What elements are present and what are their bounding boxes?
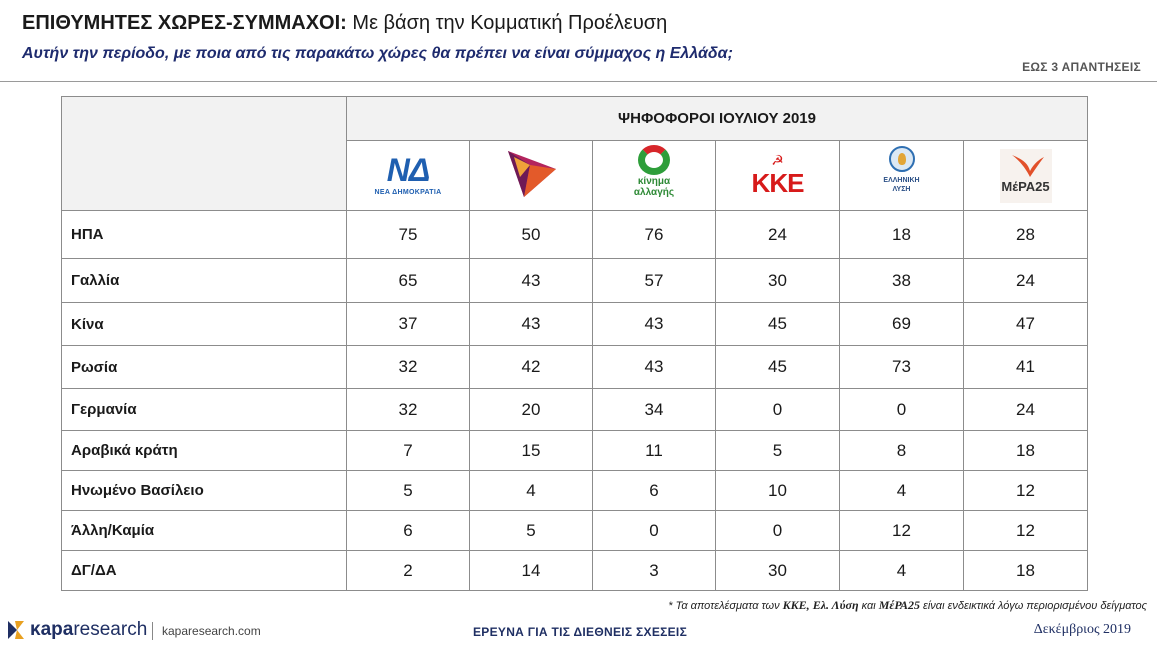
country-label: ΔΓ/ΔΑ (62, 551, 347, 591)
mera25-logo (1000, 149, 1052, 203)
nd-logo (362, 151, 454, 201)
value-cell: 5 (470, 511, 593, 551)
value-cell: 76 (593, 211, 716, 259)
value-cell: 43 (593, 303, 716, 346)
footnote-mera25: ΜέΡΑ25 (878, 598, 920, 612)
syriza-logo-shape (500, 147, 562, 199)
value-cell: 43 (593, 346, 716, 389)
value-cell: 24 (964, 389, 1088, 431)
kke-logo-text: ΚΚΕ (751, 167, 804, 198)
country-label: Κίνα (62, 303, 347, 346)
value-cell: 18 (964, 551, 1088, 591)
table-corner-cell (62, 97, 347, 211)
value-cell: 32 (347, 389, 470, 431)
value-cell: 4 (470, 471, 593, 511)
value-cell: 38 (840, 259, 964, 303)
brand-name-rest: research (73, 619, 148, 640)
slide-title-rest: Με βάση την Κομματική Προέλευση (352, 12, 668, 34)
kinal-logo (621, 145, 687, 201)
party-column-kinal (593, 141, 716, 211)
value-cell: 73 (840, 346, 964, 389)
value-cell: 50 (470, 211, 593, 259)
hammer-sickle-icon: ☭ (771, 151, 784, 168)
elliniki-lysi-logo-text: ΕΛΛΗΝΙΚΗ ΛΥΣΗ (883, 177, 920, 193)
party-column-syriza (470, 141, 593, 211)
slide-header (0, 0, 1157, 82)
country-label: Γαλλία (62, 259, 347, 303)
table-row (62, 211, 1088, 259)
value-cell: 3 (593, 551, 716, 591)
syriza-logo (500, 147, 562, 199)
survey-title: ΕΡΕΥΝΑ ΓΙΑ ΤΙΣ ΔΙΕΘΝΕΙΣ ΣΧΕΣΕΙΣ (473, 625, 688, 639)
value-cell: 4 (840, 471, 964, 511)
footnote-prefix: * Τα αποτελέσματα των (668, 600, 780, 612)
country-label: ΗΠΑ (62, 211, 347, 259)
value-cell: 45 (716, 303, 840, 346)
value-cell: 8 (840, 431, 964, 471)
nd-logo-mark: ΝΔ (386, 151, 430, 188)
value-cell: 11 (593, 431, 716, 471)
kke-logo (749, 152, 807, 200)
country-label: Άλλη/Καμία (62, 511, 347, 551)
value-cell: 0 (716, 389, 840, 431)
value-cell: 75 (347, 211, 470, 259)
elliniki-lysi-logo (875, 146, 929, 200)
country-label: Ηνωμένο Βασίλειο (62, 471, 347, 511)
slide-footer (0, 610, 1157, 651)
slide-title (22, 12, 667, 35)
answers-note: ΕΩΣ 3 ΑΠΑΝΤΗΣΕΙΣ (1022, 60, 1141, 74)
value-cell: 0 (716, 511, 840, 551)
value-cell: 43 (470, 259, 593, 303)
value-cell: 14 (470, 551, 593, 591)
survey-date: Δεκέμβριος 2019 (1033, 622, 1131, 637)
brand-url: kaparesearch.com (162, 624, 261, 638)
value-cell: 30 (716, 259, 840, 303)
brand-name-strong: κapa (30, 619, 74, 640)
value-cell: 0 (840, 389, 964, 431)
footnote-elliniki-lysi: Ελ. Λύση (812, 598, 859, 612)
value-cell: 6 (347, 511, 470, 551)
value-cell: 30 (716, 551, 840, 591)
table-row (62, 431, 1088, 471)
footnote-and: και (861, 600, 876, 612)
elliniki-lysi-emblem-icon (889, 146, 915, 172)
value-cell: 42 (470, 346, 593, 389)
value-cell: 5 (347, 471, 470, 511)
kinal-logo-text: κίνημα αλλαγής (633, 176, 675, 198)
table-row (62, 511, 1088, 551)
value-cell: 18 (964, 431, 1088, 471)
value-cell: 57 (593, 259, 716, 303)
group-header-row (62, 97, 1088, 141)
country-label: Γερμανία (62, 389, 347, 431)
value-cell: 47 (964, 303, 1088, 346)
value-cell: 45 (716, 346, 840, 389)
mera25-bird-icon (1000, 149, 1052, 179)
footnote-kke: ΚΚΕ, (782, 598, 810, 612)
value-cell: 12 (840, 511, 964, 551)
table-row (62, 303, 1088, 346)
kapa-research-logo-icon (8, 619, 24, 641)
results-table-body (62, 211, 1088, 591)
value-cell: 15 (470, 431, 593, 471)
value-cell: 18 (840, 211, 964, 259)
value-cell: 5 (716, 431, 840, 471)
brand-name (30, 619, 147, 641)
kinal-logo-ring (638, 145, 670, 175)
value-cell: 12 (964, 471, 1088, 511)
table-row (62, 389, 1088, 431)
value-cell: 10 (716, 471, 840, 511)
value-cell: 20 (470, 389, 593, 431)
value-cell: 32 (347, 346, 470, 389)
party-column-kke (716, 141, 840, 211)
value-cell: 6 (593, 471, 716, 511)
footnote-suffix: είναι ενδεικτικά λόγω περιορισμένου δείγματος (923, 600, 1147, 612)
value-cell: 65 (347, 259, 470, 303)
value-cell: 4 (840, 551, 964, 591)
value-cell: 24 (716, 211, 840, 259)
slide-subtitle: Αυτήν την περίοδο, με ποια από τις παρακάτω χώρες θα πρέπει να είναι σύμμαχος η Ελλάδα; (22, 45, 733, 62)
party-column-nd (347, 141, 470, 211)
value-cell: 34 (593, 389, 716, 431)
group-header: ΨΗΦΟΦΟΡΟΙ ΙΟΥΛΙΟΥ 2019 (347, 97, 1088, 141)
country-label: Ρωσία (62, 346, 347, 389)
table-row (62, 259, 1088, 303)
value-cell: 0 (593, 511, 716, 551)
country-label: Αραβικά κράτη (62, 431, 347, 471)
brand-divider (152, 622, 153, 640)
value-cell: 37 (347, 303, 470, 346)
table-row (62, 346, 1088, 389)
results-table (61, 96, 1088, 591)
table-row (62, 551, 1088, 591)
value-cell: 28 (964, 211, 1088, 259)
party-column-mera25 (964, 141, 1088, 211)
value-cell: 69 (840, 303, 964, 346)
party-column-elliniki-lysi (840, 141, 964, 211)
value-cell: 43 (470, 303, 593, 346)
nd-logo-text: ΝΕΑ ΔΗΜΟΚΡΑΤΙΑ (374, 188, 442, 196)
value-cell: 7 (347, 431, 470, 471)
table-row (62, 471, 1088, 511)
slide-title-main: ΕΠΙΘΥΜΗΤΕΣ ΧΩΡΕΣ-ΣΥΜΜΑΧΟΙ: (22, 12, 347, 34)
value-cell: 12 (964, 511, 1088, 551)
value-cell: 2 (347, 551, 470, 591)
value-cell: 41 (964, 346, 1088, 389)
mera25-logo-text: ΜέΡΑ25 (1001, 178, 1050, 194)
value-cell: 24 (964, 259, 1088, 303)
